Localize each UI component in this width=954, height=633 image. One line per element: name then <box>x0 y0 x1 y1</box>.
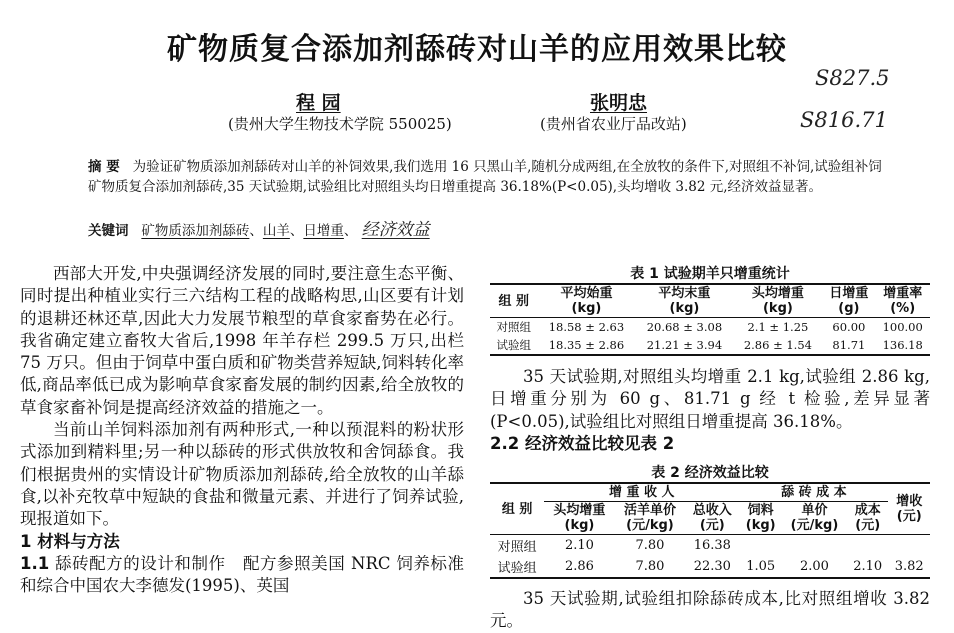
table-1-header: 平均始重 (kg) <box>560 286 613 316</box>
keyword-handwritten: 经济效益 <box>361 220 430 240</box>
table-2-income-header: 增收 (元) <box>896 494 923 524</box>
table-row: 对照组 18.58 ± 2.63 20.68 ± 3.08 2.1 ± 1.25 60.00 100.00 <box>496 320 923 334</box>
table-1-header: 增重率 (%) <box>883 286 923 316</box>
author-2-name: 张明忠 <box>590 92 648 114</box>
body-paragraph-2: 当前山羊饲料添加剂有两种形式,一种以预混料的粉状形式添加到精料里;另一种以舔砖的形式供放牧和舍饲舔食。我们根据贵州的实情设计矿物质添加剂舔砖,给全放牧的山羊舔食,以补充牧草中短缺的食盐和微量元素、并进行了饲养试验,现报道如下。 <box>20 420 464 529</box>
table-1 <box>490 283 930 356</box>
table-2-cost-header: 舔 砖 成 本 <box>739 483 888 502</box>
table-2-group-header: 组 别 <box>501 501 533 517</box>
table-2-caption: 表 2 经济效益比较 <box>651 465 769 481</box>
table-row: 对照组 2.10 7.80 16.38 <box>497 538 731 555</box>
table-1-header: 头均增重 (kg) <box>751 286 804 316</box>
table-row: 试验组 2.86 7.80 22.30 1.05 2.00 2.10 3.82 <box>490 556 930 578</box>
right-paragraph-2: 35 天试验期,试验组扣除舔砖成本,比对照组增收 3.82 元。 <box>490 589 930 631</box>
right-paragraph-1: 35 天试验期,对照组头均增重 2.1 kg,试验组 2.86 kg,日增重分别为 60 g、81.71 g 经 t 检验,差异显著(P<0.05),试验组比对照组日增重提高 36.18%。 2.2 经济效益比较见表 2 <box>490 366 930 455</box>
abstract-label: 摘 要 <box>88 159 120 175</box>
keyword-3: 日增重 <box>303 223 344 239</box>
keywords-label: 关键词 <box>88 223 129 239</box>
author-2-affiliation: (贵州省农业厅品改站) <box>540 115 687 133</box>
table-1-header: 平均末重 (kg) <box>658 286 711 316</box>
section-heading-2-2: 2.2 经济效益比较见表 2 <box>490 433 675 453</box>
abstract-text: 为验证矿物质添加剂舔砖对山羊的补饲效果,我们选用 16 只黑山羊,随机分成两组,在全放牧的条件下,对照组不补饲,试验组补饲矿物质复合添加剂舔砖,35 天试验期,试验组比对照组头均日增重提高 36.18%(P<0.05),头均增收 3.82 元,经济效益显著。 <box>88 159 882 195</box>
section-1-1-text: 配方参照美国 NRC 饲养标准和综合中国农大李德发(1995)、英国 <box>20 553 464 596</box>
section-1-1 <box>20 553 464 598</box>
table-2-gain-header: 增 重 收 人 <box>544 483 739 502</box>
author-1-affiliation: (贵州大学生物技术学院 550025) <box>228 115 452 133</box>
keyword-1: 矿物质添加剂舔砖 <box>141 223 250 239</box>
table-1-caption: 表 1 试验期羊只增重统计 <box>630 266 790 282</box>
paper-title: 矿物质复合添加剂舔砖对山羊的应用效果比较 <box>167 32 787 67</box>
table-1-header: 日增重 (g) <box>829 286 869 316</box>
section-heading-1-1-number: 1.1 <box>20 553 50 573</box>
table-2: 组 别 增 重 收 人 舔 砖 成 本 增收 (元) 头均增重 (kg) 活羊单价 (元/kg) 总收入 (元) 饲料 (kg) 单价 (元/kg) 成本 (元) 对照组 2.10 7.80 16.38 试验组 2.86 7.80 22.30 1.05 2.00 2.10 3.82 <box>490 482 930 579</box>
handwritten-classification-2: S816.71 <box>800 108 888 132</box>
body-paragraph-1: 西部大开发,中央强调经济发展的同时,要注意生态平衡、同时提出种植业实行三六结构工程的战略构思,山区要有计划的退耕还林还草,因此大力发展节粮型的草食家畜势在必行。我省确定建立畜牧大省后,1998 年羊存栏 299.5 万只,出栏 75 万只。但由于饲草中蛋白质和矿物类营养短缺,饲料转化率低,商品率低已成为影响草食家畜发展的制约因素,给全放牧的草食家畜补饲是提高经济效益的措施之一。 <box>20 264 464 417</box>
table-row: 试验组 18.35 ± 2.86 21.21 ± 3.94 2.86 ± 1.54 81.71 136.18 <box>490 336 930 355</box>
section-heading-1: 1 材料与方法 <box>20 531 120 551</box>
author-1-name: 程 园 <box>296 92 341 114</box>
left-column <box>20 263 464 597</box>
keywords: 关键词 矿物质添加剂舔砖、山羊、日增重、 经济效益 <box>88 220 430 240</box>
abstract <box>88 157 888 197</box>
keyword-2: 山羊 <box>262 223 290 239</box>
table-1-header: 组 别 <box>498 293 529 309</box>
section-heading-1-1-title: 舔砖配方的设计和制作 <box>55 553 226 573</box>
handwritten-classification-1: S827.5 <box>815 66 890 90</box>
